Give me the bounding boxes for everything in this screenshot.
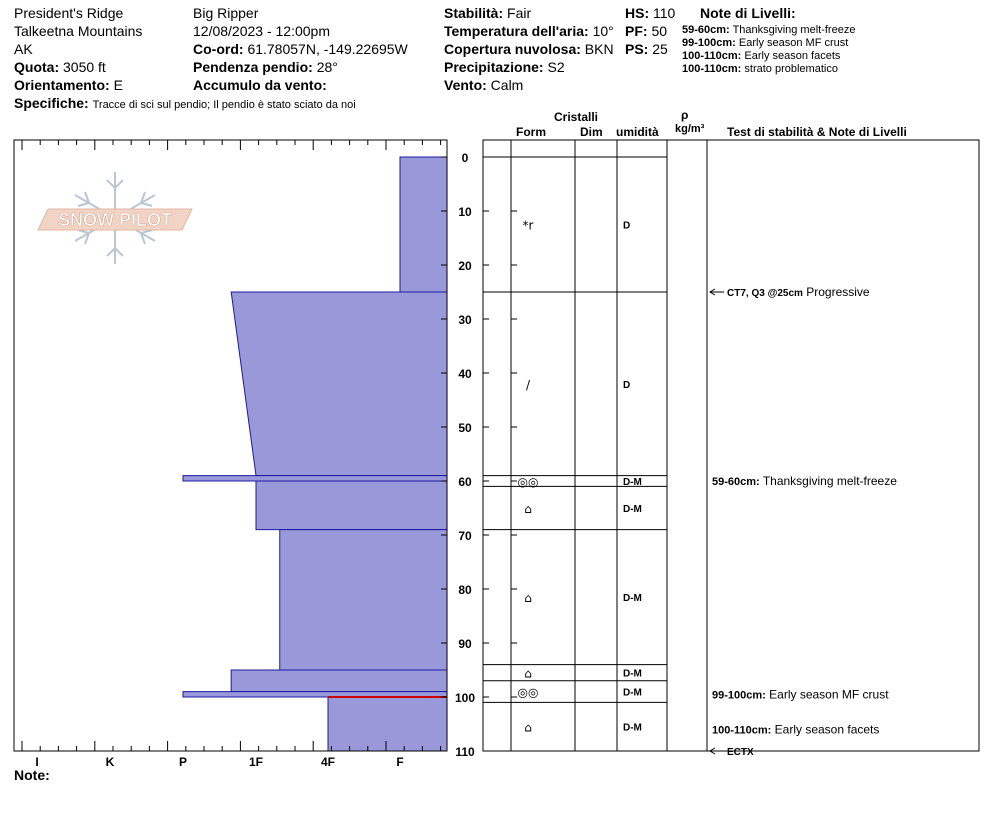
hardness-label: 1F (248, 755, 264, 769)
depth-label: 70 (458, 529, 472, 543)
coordinates: Co-ord: 61.78057N, -149.22695W (193, 41, 408, 57)
precipitation: Precipitazione: S2 (444, 59, 565, 75)
wind-loading: Accumulo da vento: (193, 77, 327, 93)
tests-header: Test di stabilità & Note di Livelli (727, 125, 907, 139)
stability-note: 100-110cm: Early season facets (712, 722, 880, 737)
density-symbol: ρ (681, 108, 689, 122)
depth-label: 110 (455, 745, 475, 759)
hardness-label: I (35, 755, 39, 769)
moisture-header: umidità (616, 125, 659, 139)
air-temp: Temperatura dell'aria: 10° (444, 23, 614, 39)
moisture-value: D (623, 220, 631, 232)
layer-note: 100-110cm: strato problematico (682, 63, 838, 75)
hardness-label: F (396, 755, 404, 769)
layer-note: 100-110cm: Early season facets (682, 50, 841, 62)
depth-label: 50 (458, 421, 472, 435)
depth-label: 0 (461, 151, 469, 165)
depth-label: 10 (458, 205, 472, 219)
depth-label: 100 (454, 691, 476, 705)
specifics: Specifiche: Tracce di sci sul pendio; Il pendio è stato sciato da noi (14, 95, 356, 111)
layer-note: 99-100cm: Early season MF crust (682, 37, 849, 49)
hardness-layer (231, 292, 447, 476)
stability: Stabilità: Fair (444, 5, 532, 21)
moisture-value: D-M (623, 687, 642, 699)
crystals-header: Cristalli (554, 110, 599, 124)
depth-label: 40 (458, 367, 472, 381)
hardness-layer (231, 670, 447, 692)
ski-penetration: PS: 25 (625, 41, 668, 57)
note-label: Note: (14, 767, 50, 783)
moisture-value: D (623, 379, 631, 391)
form-header: Form (516, 125, 546, 139)
grain-form: ⌂ (524, 666, 532, 681)
moisture-value: D-M (623, 504, 642, 515)
cloud-cover: Copertura nuvolosa: BKN (444, 41, 614, 57)
grain-form: / (525, 377, 531, 392)
stability-note: 99-100cm: Early season MF crust (712, 687, 889, 702)
grain-form: ⌂ (524, 502, 532, 516)
hardness-label: P (178, 755, 188, 769)
stability-note: 59-60cm: Thanksgiving melt-freeze (712, 474, 897, 488)
hardness-layer (400, 157, 447, 292)
depth-label: 60 (458, 475, 472, 489)
stability-note: ECTX (727, 747, 754, 758)
elevation: Quota: 3050 ft (14, 59, 106, 75)
layer-notes-title: Note di Livelli: (700, 5, 796, 21)
size-header: Dim (580, 125, 603, 139)
hardness-label: K (105, 755, 115, 769)
moisture-value: D-M (623, 668, 642, 680)
layer-note: 59-60cm: Thanksgiving melt-freeze (682, 24, 856, 36)
slope-angle: Pendenza pendio: 28° (193, 59, 338, 75)
hardness-layer (328, 697, 447, 751)
hardness-layer (183, 476, 447, 481)
aspect: Orientamento: E (14, 77, 123, 93)
date-time: 12/08/2023 - 12:00pm (193, 23, 330, 39)
depth-label: 30 (458, 313, 472, 327)
state: AK (14, 41, 33, 57)
layer-frame (483, 140, 979, 751)
hardness-label: 4F (320, 755, 336, 769)
snow-height: HS: 110 (625, 5, 676, 21)
svg-text:SNOW PILOT: SNOW PILOT (58, 210, 172, 230)
grain-form: *r (522, 218, 534, 233)
grain-form: ◎◎ (517, 685, 539, 700)
moisture-value: D-M (623, 722, 642, 734)
hardness-layer (256, 481, 447, 530)
moisture-value: D-M (623, 593, 642, 605)
grain-form: ⌂ (524, 720, 532, 735)
grain-form: ◎◎ (517, 475, 539, 489)
foot-penetration: PF: 50 (625, 23, 668, 39)
site-name: Big Ripper (193, 5, 259, 21)
stability-annotations (710, 285, 897, 758)
chart-frames (14, 140, 979, 751)
density-unit: kg/m³ (675, 123, 705, 135)
depth-label: 90 (458, 637, 472, 651)
grain-form: ⌂ (524, 591, 532, 606)
hardness-layer (280, 530, 447, 670)
moisture-value: D-M (623, 477, 642, 488)
stability-note: CT7, Q3 @25cm Progressive (727, 285, 870, 299)
depth-label: 80 (458, 583, 472, 597)
depth-label: 20 (458, 259, 472, 273)
location-name: President's Ridge (14, 5, 124, 21)
mountain-range: Talkeetna Mountains (14, 23, 143, 39)
snowpilot-logo (38, 172, 192, 264)
hardness-profile (183, 157, 447, 751)
wind: Vento: Calm (444, 77, 524, 93)
